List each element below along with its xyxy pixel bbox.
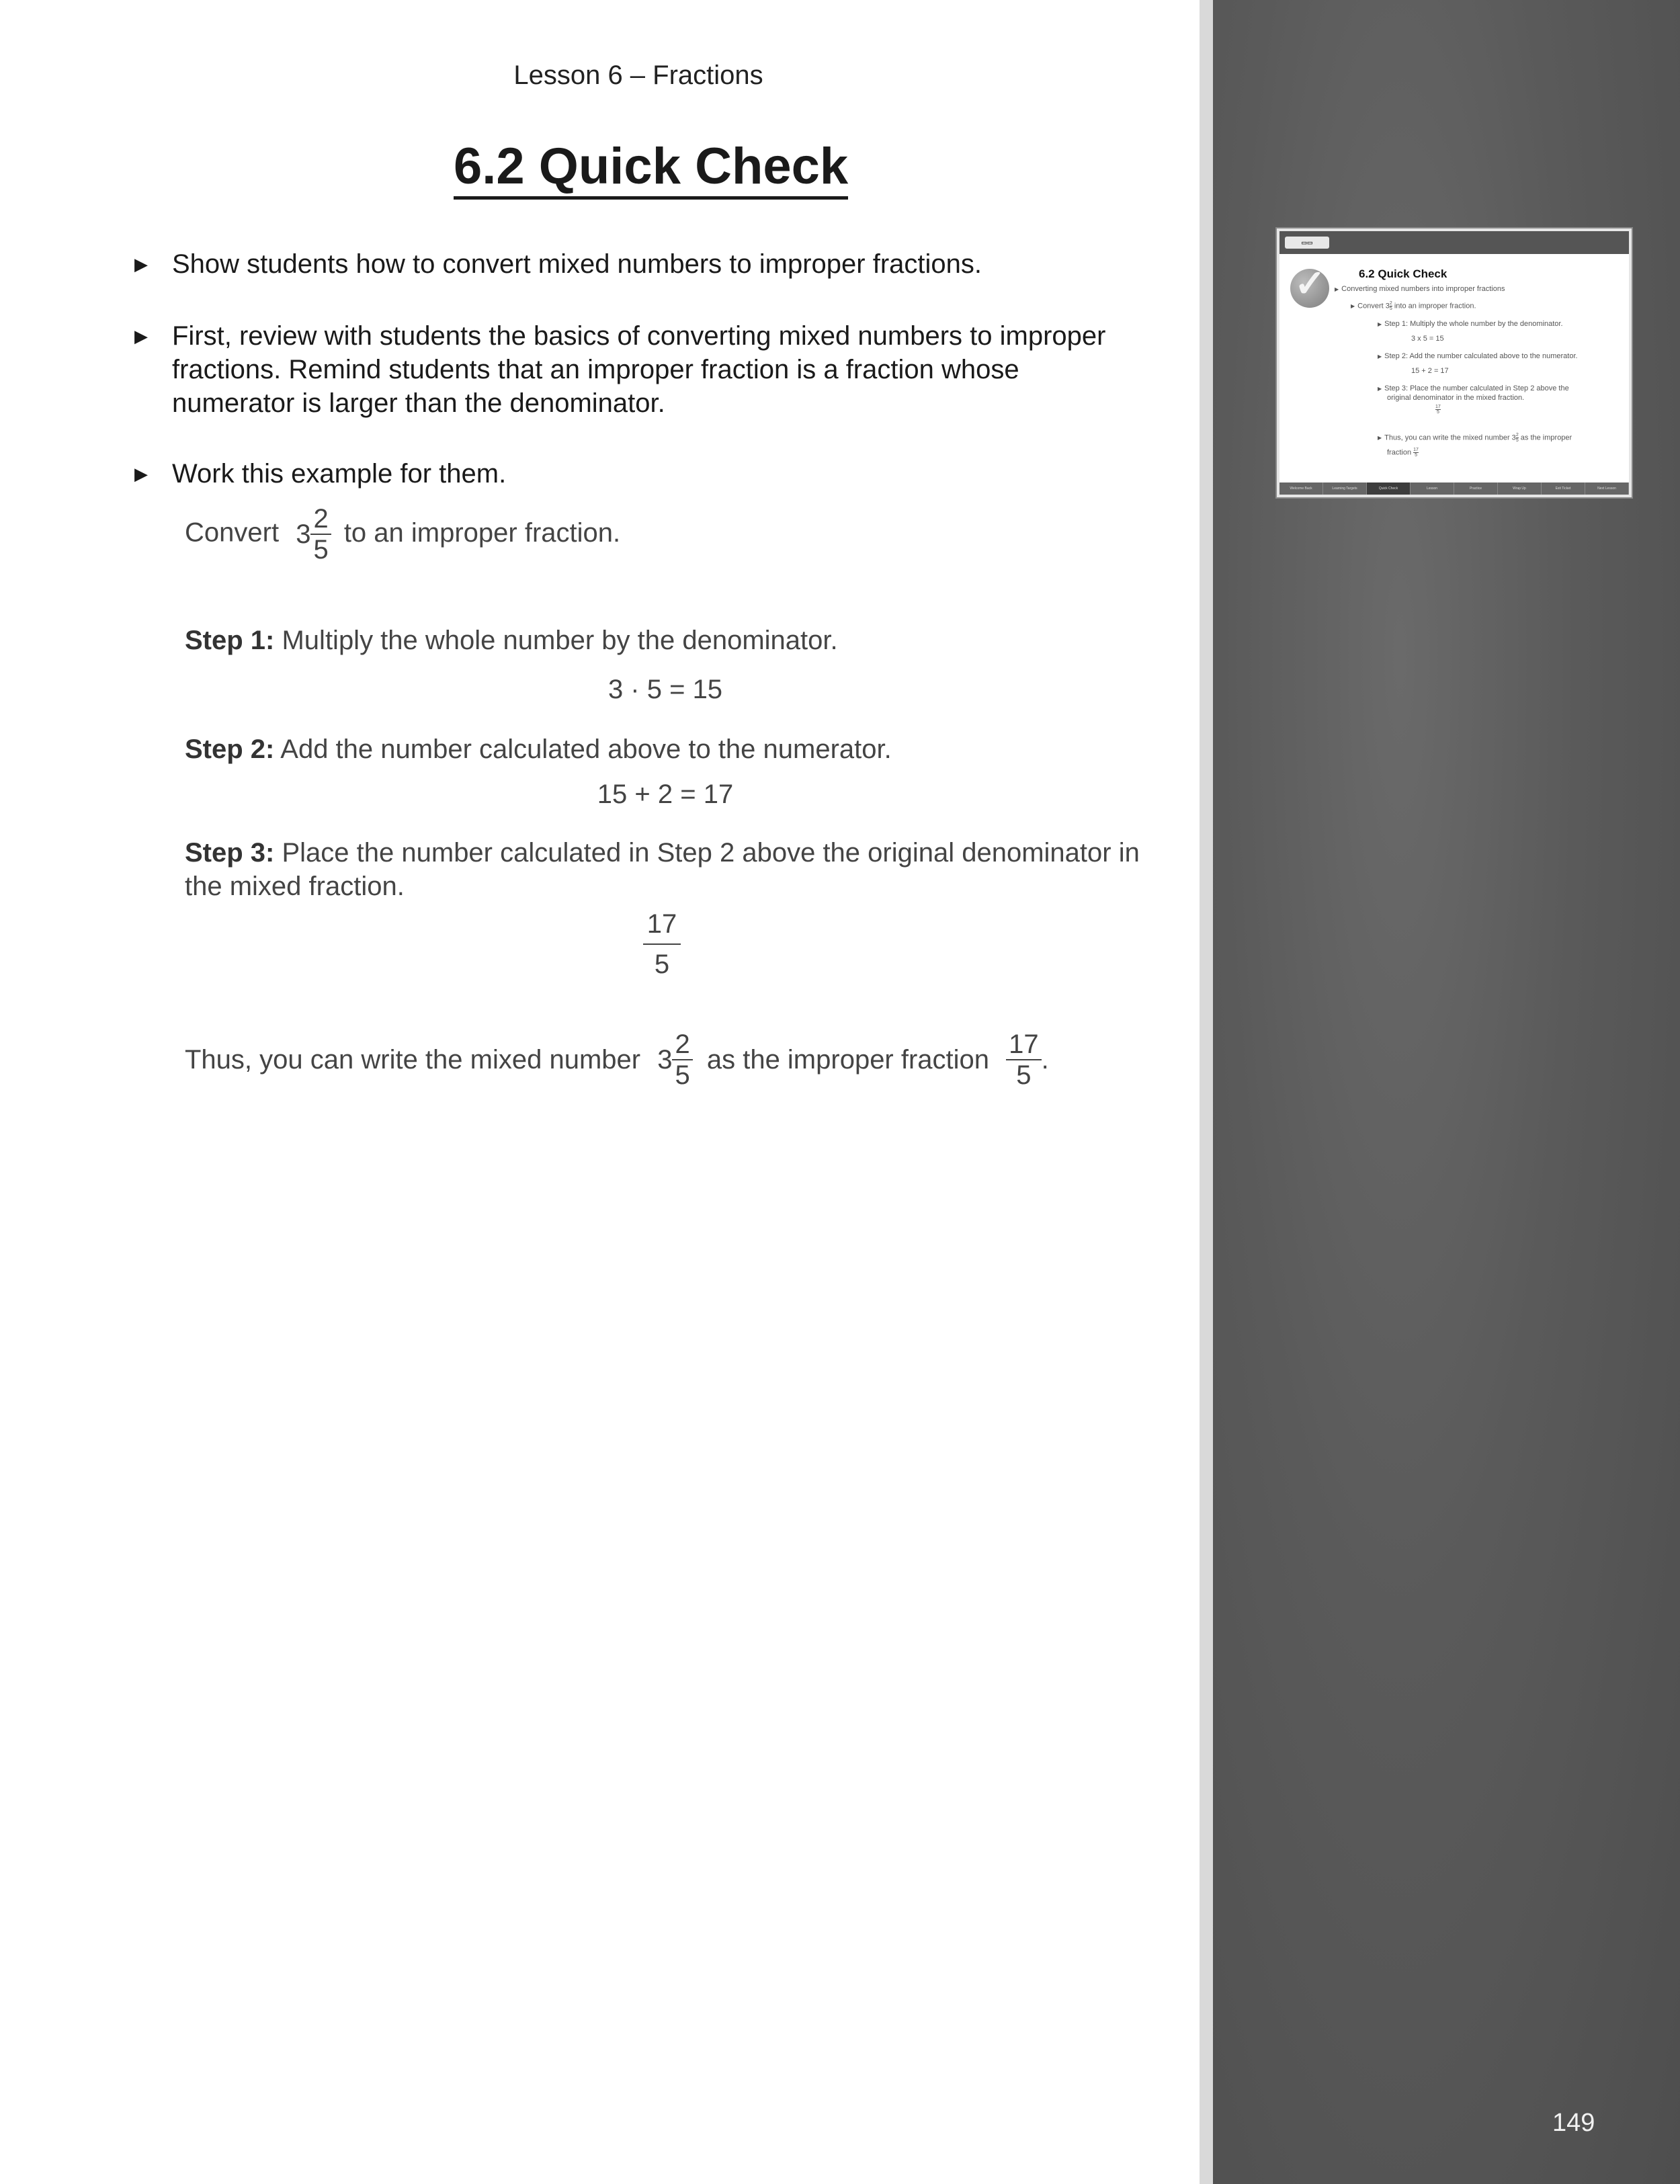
slide-line [1378,352,1578,360]
slide-tab: Next Lesson [1585,482,1629,495]
fraction-numerator: 2 [1389,301,1392,306]
slide-line-text: Step 1: Multiply the whole number by the denominator. [1384,320,1563,328]
improper-fraction [1006,1030,1042,1090]
mixed-number [296,504,331,564]
bullet-text: First, review with students the basics of converting mixed numbers to improper fractions. Remind students that an improper fraction is a fraction whose numerator is larger than the denominator. [172,321,1106,418]
slide-bullet-icon: ▶ [1351,303,1355,310]
mixed-fraction [672,1030,692,1090]
slide-line-text: Step 3: Place the number calculated in Step 2 above the [1384,384,1569,392]
slide-logo-icon: ▭▭ [1285,237,1329,249]
thus-suffix: . [1041,1045,1049,1075]
convert-suffix: to an improper fraction. [343,517,621,548]
fraction-denominator: 5 [1389,306,1392,311]
step-2-text: Add the number calculated above to the numerator. [280,734,892,764]
slide-line-text: into an improper fraction. [1394,302,1476,310]
slide-line [1378,433,1572,443]
slide-tab: Wrap Up [1498,482,1542,495]
fraction-numerator: 17 [643,907,681,945]
step-2-equation: 15 + 2 = 17 [597,780,734,809]
slide-line-text: Convert 3 [1357,302,1390,310]
slide-bullet-icon: ▶ [1378,321,1382,327]
slide-line-text: Thus, you can write the mixed number 3 [1384,433,1516,442]
step-1-equation: 3 · 5 = 15 [607,675,723,704]
slide-tab: Exit Ticket [1542,482,1585,495]
step-3-label: Step 3: [185,838,275,868]
fraction-denominator: 5 [313,535,329,564]
slide-line-text: as the improper [1520,433,1572,442]
slide-tab: Quick Check [1367,482,1411,495]
result-fraction-stack [643,907,681,981]
step-2-label: Step 2: [185,734,275,764]
slide-line-text: Converting mixed numbers into improper fractions [1341,285,1505,293]
fraction-denominator: 5 [654,950,670,979]
slide-tab: Practice [1454,482,1498,495]
step-3-text: Place the number calculated in Step 2 above the original denominator in the mixed fraction. [185,838,1140,901]
slide-line [1351,301,1476,311]
step-1-label: Step 1: [185,626,275,655]
slide-bullet-icon: ▶ [1378,435,1382,442]
slide-bullet-icon: ▶ [1335,286,1339,292]
slide-fraction-stack [1435,405,1441,415]
fraction-numerator: 2 [310,504,331,535]
slide-bullet-icon: ▶ [1378,353,1382,360]
slide-title: 6.2 Quick Check [1359,267,1447,280]
checkmark-icon: ✓ [1294,262,1326,304]
slide-tab: Welcome Back [1279,482,1323,495]
bullet-arrow-icon: ▶ [134,326,148,346]
step-1-text: Multiply the whole number by the denominator. [282,626,838,655]
fraction-numerator: 17 [1413,448,1419,452]
thus-middle: as the improper fraction [706,1045,990,1075]
slide-tab: Learning Targets [1323,482,1367,495]
step-2 [185,732,892,766]
slide-line [1335,285,1505,293]
slide-fraction [1413,448,1419,458]
convert-line [185,504,620,564]
slide-fraction [1435,405,1441,415]
slide-tab-bar [1279,482,1629,495]
step-1 [185,624,838,657]
slide-equation: 3 x 5 = 15 [1411,335,1444,343]
slide-thumbnail [1277,228,1632,497]
lesson-header: Lesson 6 – Fractions [513,60,763,90]
thus-line [185,1030,1049,1090]
slide-line [1378,320,1563,328]
bullet-arrow-icon: ▶ [134,464,148,484]
slide-tab: Lesson [1411,482,1454,495]
fraction-denominator: 5 [1436,410,1439,415]
fraction-denominator: 5 [1415,453,1417,458]
mixed-whole: 3 [657,1045,673,1075]
slide-header-bar [1279,231,1629,254]
slide-bullet-icon: ▶ [1378,386,1382,392]
mixed-fraction [310,504,331,564]
slide-equation: 15 + 2 = 17 [1411,367,1449,375]
slide-line-text: original denominator in the mixed fraction. [1387,394,1525,402]
result-fraction [632,907,692,981]
slide-line-text: fraction [1387,448,1412,457]
mixed-number [657,1030,693,1090]
fraction-denominator: 5 [1016,1060,1032,1090]
page-number: 149 [1552,2109,1595,2137]
fraction-numerator: 2 [672,1030,692,1060]
mixed-whole: 3 [296,519,311,549]
fraction-denominator: 5 [1515,438,1519,443]
fraction-denominator: 5 [675,1060,690,1090]
bullet-text: Show students how to convert mixed numbers to improper fractions. [172,249,982,279]
page-divider [1200,0,1213,2184]
fraction-numerator: 17 [1006,1030,1042,1060]
slide-line [1387,448,1419,458]
bullet-arrow-icon: ▶ [134,254,148,274]
slide-fraction [1390,301,1392,311]
slide-line-text: Step 2: Add the number calculated above to the numerator. [1384,352,1578,360]
bullet-text: Work this example for them. [172,459,507,489]
page-title: 6.2 Quick Check [454,141,848,200]
fraction-numerator: 2 [1515,433,1519,437]
fraction-numerator: 17 [1435,405,1441,409]
step-3 [185,836,1159,903]
slide-fraction [1516,433,1519,443]
thus-prefix: Thus, you can write the mixed number [185,1045,641,1075]
slide-line [1378,384,1569,392]
convert-prefix: Convert [185,517,280,548]
